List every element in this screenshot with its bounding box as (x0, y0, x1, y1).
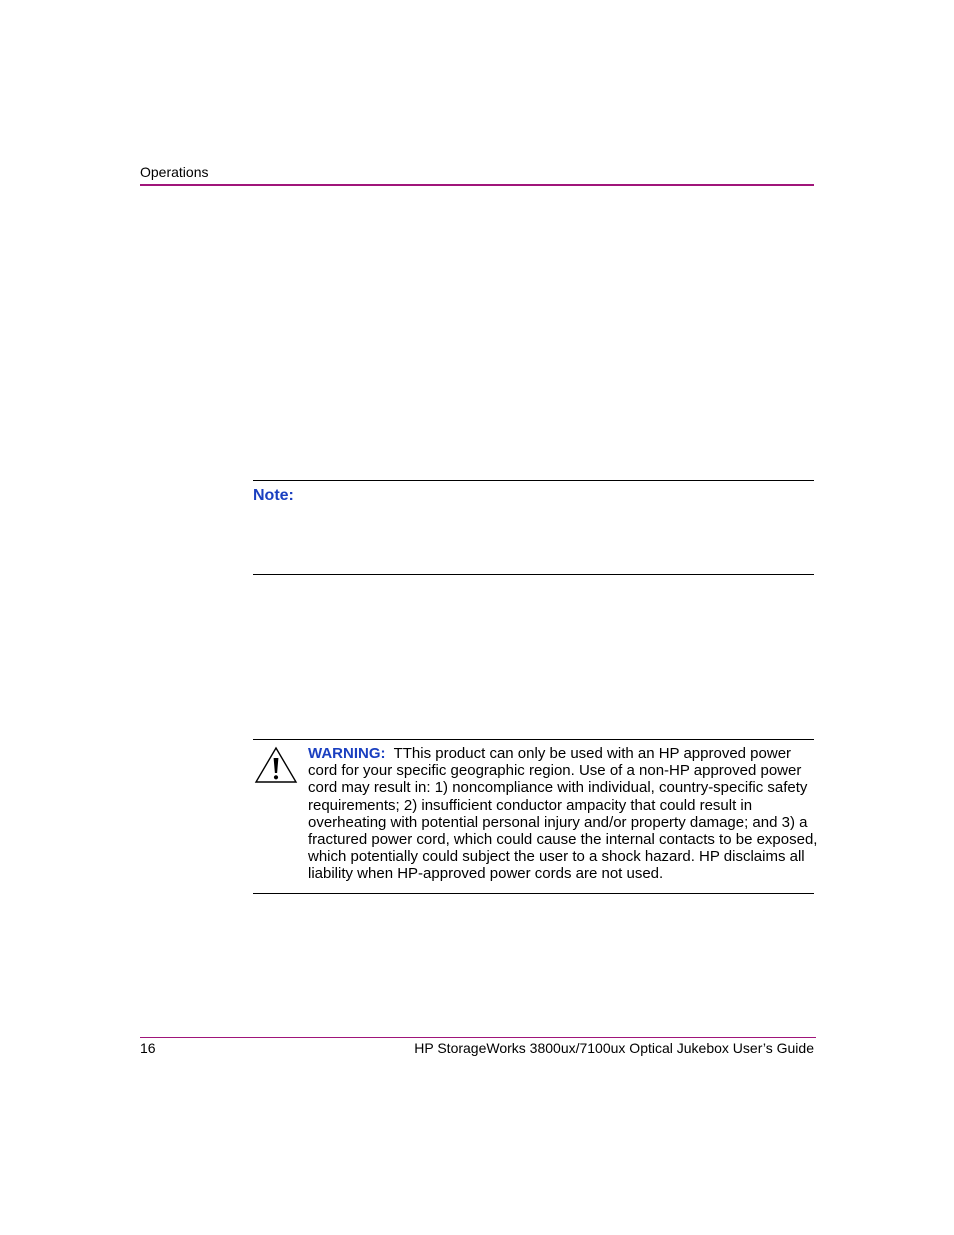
note-label: Note: (253, 487, 294, 504)
footer-title: HP StorageWorks 3800ux/7100ux Optical Jukebox User’s Guide (414, 1040, 814, 1056)
warning-triangle-icon (254, 746, 298, 784)
warning-body: TThis product can only be used with an HP approved power cord for your specific geographic region. Use of a non-HP approved power cord may result in: 1) noncompliance with individual, country-specific safety requirements; 2) insufficient conductor ampacity that could result in overheating with potential personal injury and/or property damage; and 3) a fractured power cord, which could cause the internal contacts to be exposed, which potentially could subject the user to a shock hazard. HP disclaims all liability when HP-approved power cords are not used. (308, 745, 818, 883)
header-rule (140, 184, 814, 186)
page-number: 16 (140, 1040, 156, 1056)
running-header: Operations (140, 164, 209, 180)
warning-callout (308, 745, 818, 883)
note-top-rule (253, 480, 814, 481)
warning-bottom-rule (253, 893, 814, 894)
note-bottom-rule (253, 574, 814, 575)
warning-top-rule (253, 739, 814, 740)
warning-label: WARNING: (308, 745, 386, 762)
footer-rule (140, 1037, 816, 1038)
